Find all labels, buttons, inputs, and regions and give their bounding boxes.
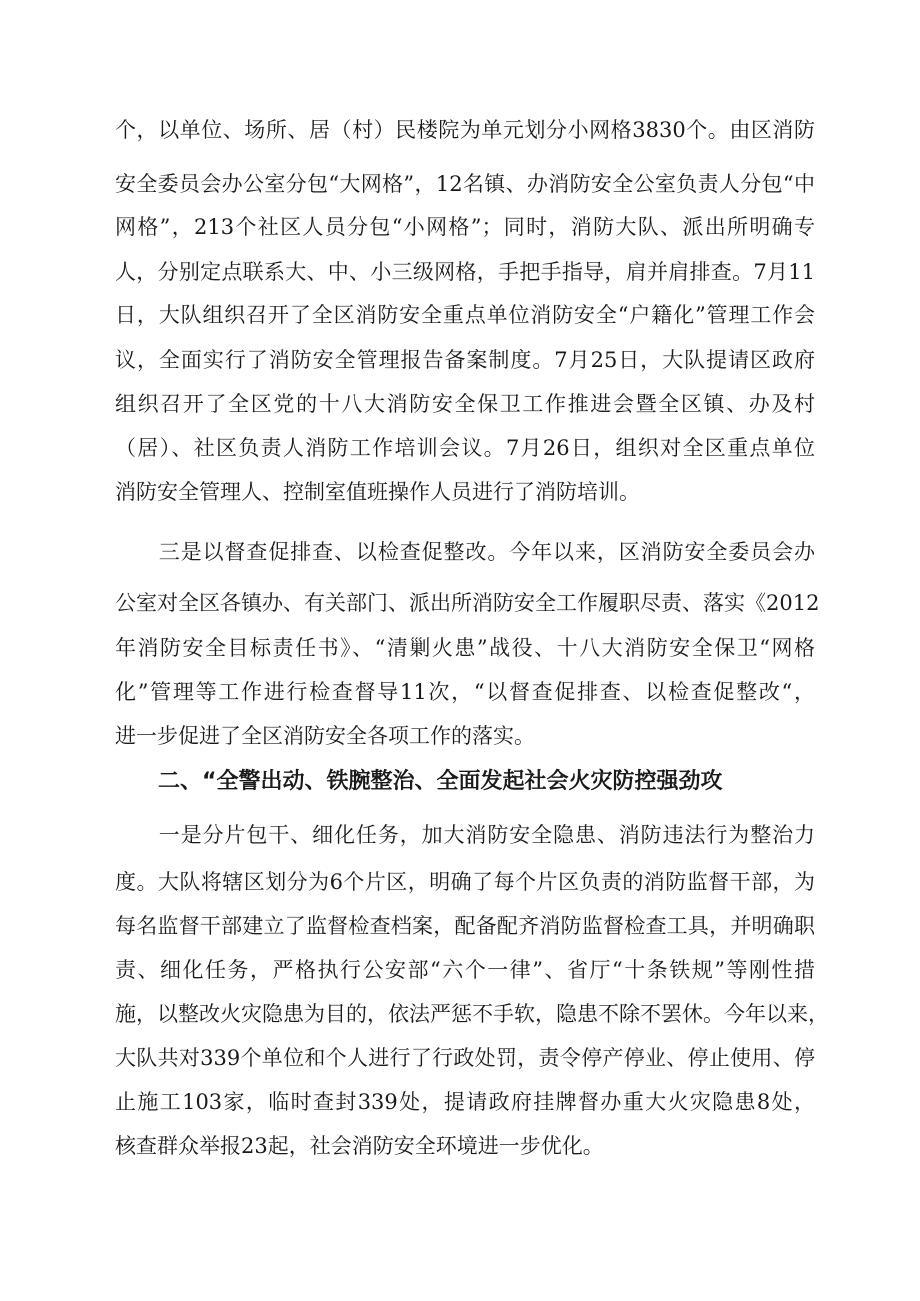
body-line-17: 度。大队将辖区划分为6个片区，明确了每个片区负责的消防监督干部，为 — [115, 870, 815, 894]
body-line-2: 安全委员会办公室分包“大网格”，12名镇、办消防安全公室负责人分包“中 — [115, 172, 815, 196]
body-line-23: 核查群众举报23起，社会消防安全环境进一步优化。 — [115, 1134, 604, 1158]
body-line-8: （居）、社区负责人消防工作培训会议。7月26日，组织对全区重点单位 — [115, 436, 815, 460]
section-heading: 二、“全警出动、铁腕整治、全面发起社会火灾防控强劲攻 — [158, 769, 723, 794]
body-line-4: 人，分别定点联系大、中、小三级网格，手把手指导，肩并肩排查。7月11 — [115, 260, 815, 284]
body-line-1: 个，以单位、场所、居（村）民楼院为单元划分小网格3830个。由区消防 — [115, 118, 815, 142]
body-line-18: 每名监督干部建立了监督检查档案，配备配齐消防监督检查工具，并明确职 — [115, 914, 815, 938]
body-line-19: 责、细化任务，严格执行公安部“六个一律”、省厅“十条铁规”等刚性措 — [115, 958, 815, 982]
body-line-6: 议，全面实行了消防安全管理报告备案制度。7月25日，大队提请区政府 — [115, 348, 815, 372]
body-line-9: 消防安全管理人、控制室值班操作人员进行了消防培训。 — [115, 480, 640, 504]
body-line-12: 年消防安全目标责任书》、“清剿火患”战役、十八大消防安全保卫“网格 — [115, 636, 815, 660]
body-line-16: 一是分片包干、细化任务，加大消防安全隐患、消防违法行为整治力 — [115, 823, 815, 847]
body-line-22: 止施工103家，临时查封339处，提请政府挂牌督办重大火灾隐患8处， — [115, 1090, 815, 1114]
body-line-13: 化”管理等工作进行检查督导11次，“以督查促排查、以检查促整改“， — [115, 680, 815, 704]
body-line-11: 公室对全区各镇办、有关部门、派出所消防安全工作履职尽责、落实《2012 — [115, 591, 820, 615]
body-line-10: 三是以督查促排查、以检查促整改。今年以来，区消防安全委员会办 — [115, 540, 815, 564]
body-line-14: 进一步促进了全区消防安全各项工作的落实。 — [115, 724, 535, 748]
body-line-5: 日，大队组织召开了全区消防安全重点单位消防安全“户籍化”管理工作会 — [115, 303, 815, 327]
body-line-21: 大队共对339个单位和个人进行了行政处罚，责令停产停业、停止使用、停 — [115, 1046, 815, 1070]
body-line-20: 施，以整改火灾隐患为目的，依法严惩不手软，隐患不除不罢休。今年以来， — [115, 1002, 829, 1026]
body-line-7: 组织召开了全区党的十八大消防安全保卫工作推进会暨全区镇、办及村 — [115, 392, 815, 416]
body-line-3: 网格”，213个社区人员分包“小网格”；同时，消防大队、派出所明确专 — [115, 215, 815, 239]
